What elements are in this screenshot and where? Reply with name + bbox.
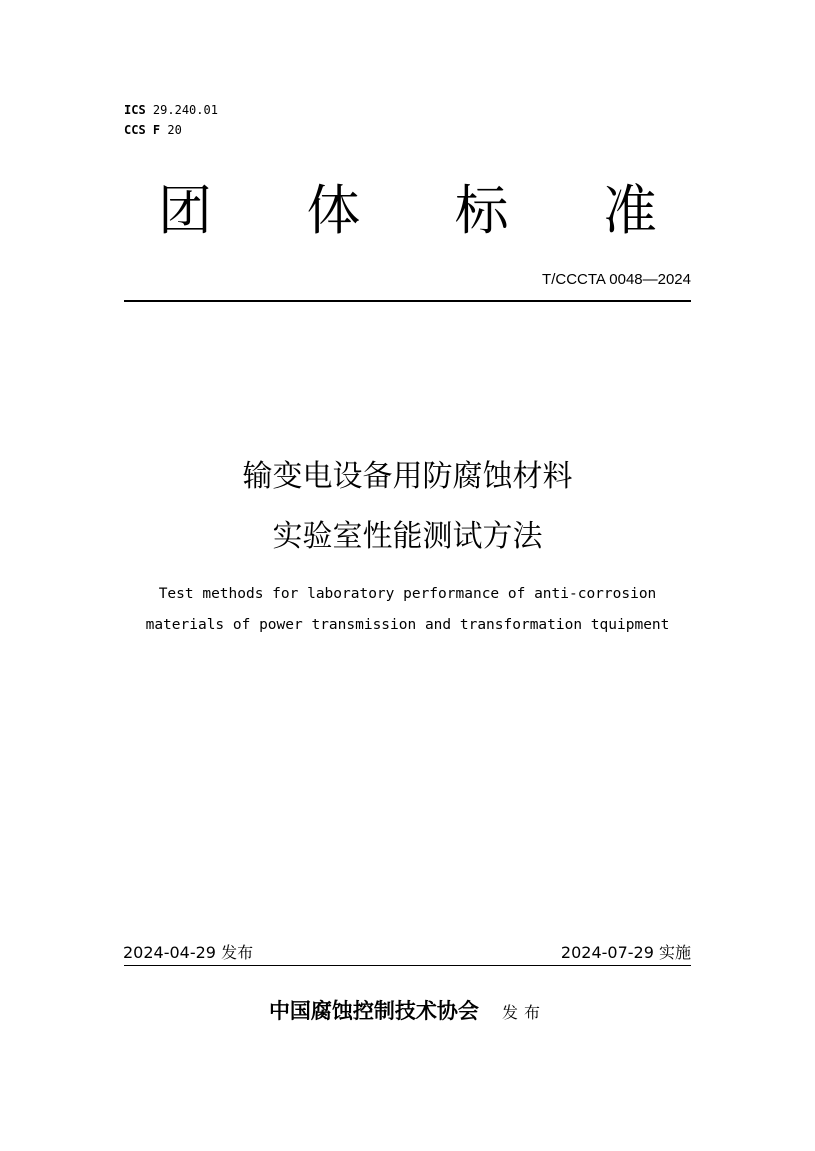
classification-codes [124, 100, 218, 140]
chinese-title-line-2: 实验室性能测试方法 [272, 519, 543, 554]
footer-divider [124, 965, 691, 966]
ccs-value: 20 [167, 123, 182, 137]
ics-value: 29.240.01 [152, 103, 218, 117]
english-title-line-2: materials of power transmission and transformation tquipment [145, 617, 670, 633]
implementation-date: 2024-07-29 实施 [560, 943, 691, 962]
standard-type-char: 标 [454, 179, 509, 242]
ccs-class: F [152, 123, 161, 137]
standard-number: T/CCCTA 0048—2024 [542, 271, 691, 288]
chinese-title-line-1: 输变电设备用防腐蚀材料 [242, 459, 573, 494]
standard-type-char: 准 [602, 179, 657, 242]
ccs-code [124, 120, 218, 140]
header-divider [124, 300, 691, 302]
standard-type-title [150, 176, 665, 246]
english-title-line-1: Test methods for laboratory performance of anti-corrosion [158, 586, 657, 602]
ics-label: ICS [124, 103, 146, 117]
issue-date: 2024-04-29 发布 [123, 943, 254, 962]
ics-code [124, 100, 218, 120]
publisher-action: 发布 [502, 1003, 547, 1022]
ccs-label: CCS [124, 123, 146, 137]
publisher-organization: 中国腐蚀控制技术协会 [268, 999, 479, 1023]
standard-type-char: 团 [158, 179, 212, 242]
standard-type-char: 体 [306, 179, 361, 242]
publisher-line [0, 996, 815, 1028]
